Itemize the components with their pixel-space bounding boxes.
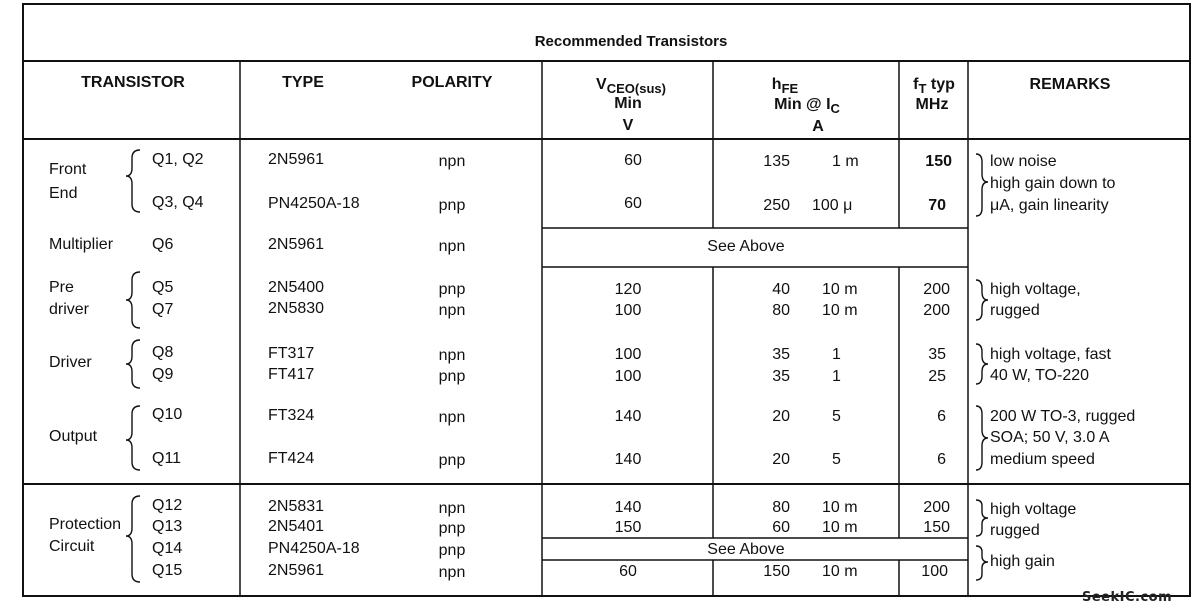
transistor-type: PN4250A-18 [268, 195, 360, 212]
polarity: pnp [438, 542, 466, 559]
transistor-id: Q7 [152, 301, 174, 318]
transistor-id: Q9 [152, 366, 174, 383]
hfe-value: 20 [772, 408, 790, 425]
ic-value: 1 [832, 368, 841, 385]
ft-value: 6 [937, 408, 946, 425]
transistor-type: FT324 [268, 407, 315, 424]
remark-protection-high-gain: high gain [990, 553, 1055, 570]
ic-value: 5 [832, 408, 841, 425]
polarity: pnp [438, 452, 466, 469]
remark-output-line3: medium speed [990, 451, 1095, 468]
transistor-type: 2N5961 [268, 151, 325, 168]
transistor-type: 2N5401 [268, 518, 325, 535]
transistor-type: 2N5830 [268, 300, 325, 317]
ft-value: 200 [923, 499, 950, 516]
polarity: pnp [438, 368, 466, 385]
see-above-note: See Above [707, 541, 785, 558]
polarity: npn [438, 500, 466, 517]
hfe-value: 250 [763, 197, 790, 214]
header-ft-unit: MHz [915, 96, 949, 113]
transistor-type: PN4250A-18 [268, 540, 360, 557]
remark-protection-line2: rugged [990, 522, 1040, 539]
header-vceo-min: Min [614, 95, 642, 112]
transistor-id: Q8 [152, 344, 174, 361]
group-protection-line1: Protection [49, 516, 122, 533]
transistor-id: Q10 [152, 406, 183, 423]
transistor-id: Q12 [152, 497, 183, 514]
vceo-value: 140 [614, 451, 642, 468]
group-output: Output [49, 428, 98, 445]
vceo-value: 140 [614, 408, 642, 425]
remark-driver-line2: 40 W, TO-220 [990, 367, 1090, 384]
watermark: SeekIC.com [1082, 590, 1173, 605]
ic-value: 100 μ [812, 197, 853, 214]
header-hfe-unit: A [812, 118, 824, 135]
vceo-value: 100 [614, 302, 642, 319]
polarity: pnp [438, 281, 466, 298]
transistor-type: 2N5961 [268, 562, 325, 579]
ic-value: 10 m [822, 302, 858, 319]
hfe-value: 150 [763, 563, 790, 580]
group-front-end-line1: Front [49, 161, 87, 178]
ft-value: 35 [928, 346, 946, 363]
ic-value: 10 m [822, 281, 858, 298]
hfe-value: 20 [772, 451, 790, 468]
ic-value: 5 [832, 451, 841, 468]
polarity: npn [438, 238, 466, 255]
group-predriver-line2: driver [49, 301, 90, 318]
table-title: Recommended Transistors [534, 33, 728, 50]
ft-value: 200 [923, 281, 950, 298]
header-vceo: $V_{CEO(sus)}$ [596, 76, 666, 96]
ic-value: 1 [832, 346, 841, 363]
polarity: npn [438, 409, 466, 426]
header-transistor: TRANSISTOR [81, 74, 185, 91]
remark-front-end-line2: high gain down to [990, 175, 1116, 192]
ft-value: 6 [937, 451, 946, 468]
vceo-value: 60 [624, 152, 642, 169]
vceo-value: 100 [614, 346, 642, 363]
ft-value: 100 [921, 563, 948, 580]
transistor-type: FT417 [268, 366, 315, 383]
group-front-end-line2: End [49, 185, 78, 202]
remark-front-end-line1: low noise [990, 153, 1057, 170]
header-polarity: POLARITY [411, 74, 493, 91]
header-remarks: REMARKS [1029, 76, 1111, 93]
remark-driver-line1: high voltage, fast [990, 346, 1111, 363]
ic-value: 1 m [832, 153, 859, 170]
ft-value: 150 [925, 153, 952, 170]
vceo-value: 120 [614, 281, 642, 298]
hfe-value: 35 [772, 368, 790, 385]
transistor-id: Q6 [152, 236, 174, 253]
remark-output-line1: 200 W TO-3, rugged [990, 408, 1136, 425]
polarity: npn [438, 153, 466, 170]
vceo-value: 60 [624, 195, 642, 212]
ic-value: 10 m [822, 519, 858, 536]
hfe-value: 35 [772, 346, 790, 363]
vceo-value: 100 [614, 368, 642, 385]
ft-value: 25 [928, 368, 946, 385]
transistor-id: Q15 [152, 562, 183, 579]
transistor-type: 2N5961 [268, 236, 325, 253]
header-vceo-unit: V [622, 117, 634, 134]
transistor-type: FT424 [268, 450, 315, 467]
transistor-id: Q11 [152, 450, 182, 467]
transistor-id: Q3, Q4 [152, 194, 204, 211]
transistor-id: Q14 [152, 540, 183, 557]
hfe-value: 80 [772, 499, 790, 516]
transistor-type: 2N5400 [268, 279, 325, 296]
remark-protection-line1: high voltage [990, 501, 1077, 518]
ic-value: 10 m [822, 499, 858, 516]
polarity: npn [438, 347, 466, 364]
polarity: npn [438, 302, 466, 319]
header-ft: $f_T$ typ [913, 76, 955, 96]
hfe-value: 40 [772, 281, 790, 298]
hfe-value: 60 [772, 519, 790, 536]
group-protection-line2: Circuit [49, 538, 95, 555]
polarity: npn [438, 564, 466, 581]
ic-value: 10 m [822, 563, 858, 580]
hfe-value: 80 [772, 302, 790, 319]
ft-value: 150 [923, 519, 950, 536]
header-hfe-min-ic: Min @ $I_C$ [774, 96, 840, 116]
transistor-type: FT317 [268, 345, 315, 362]
see-above-note: See Above [707, 238, 785, 255]
transistor-id: Q5 [152, 279, 174, 296]
transistor-id: Q13 [152, 518, 183, 535]
polarity: pnp [438, 197, 466, 214]
ft-value: 70 [928, 197, 946, 214]
vceo-value: 60 [619, 563, 637, 580]
header-type: TYPE [282, 74, 324, 91]
remark-predriver-line1: high voltage, [990, 281, 1081, 298]
group-multiplier: Multiplier [49, 236, 114, 253]
remark-output-line2: SOA; 50 V, 3.0 A [990, 429, 1110, 446]
vceo-value: 150 [614, 519, 642, 536]
vceo-value: 140 [614, 499, 642, 516]
remark-predriver-line2: rugged [990, 302, 1040, 319]
polarity: pnp [438, 520, 466, 537]
group-driver: Driver [49, 354, 92, 371]
group-predriver-line1: Pre [49, 279, 74, 296]
transistor-id: Q1, Q2 [152, 151, 204, 168]
header-hfe: $h_{FE}$ [771, 76, 799, 96]
hfe-value: 135 [763, 153, 790, 170]
transistor-type: 2N5831 [268, 498, 325, 515]
ft-value: 200 [923, 302, 950, 319]
remark-front-end-line3: μA, gain linearity [990, 197, 1109, 214]
